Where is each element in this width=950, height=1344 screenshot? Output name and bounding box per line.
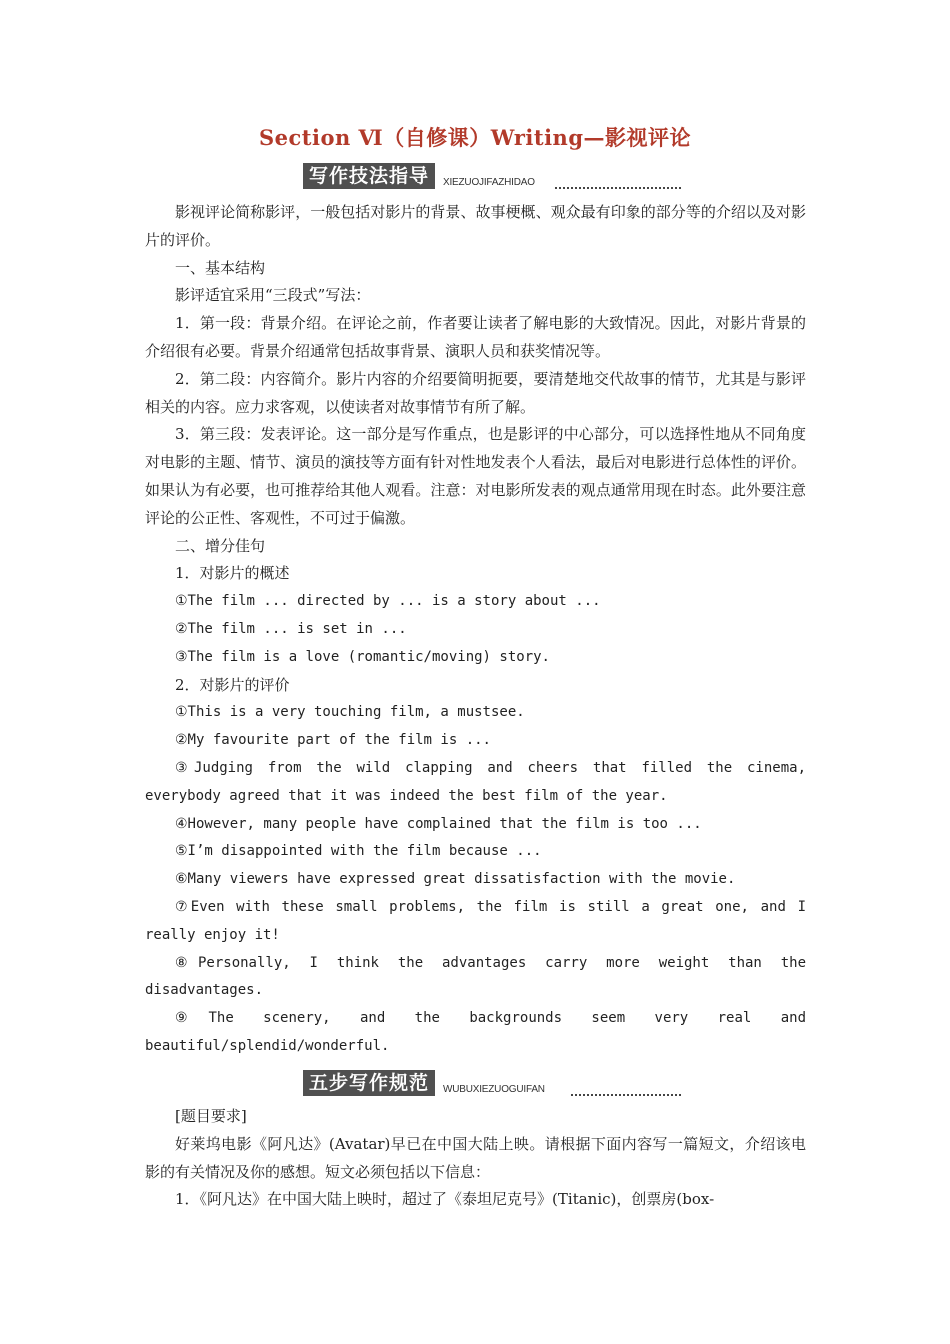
sentence-evaluation-7: ⑦Even with these small problems, the film is still a great one, and I really enjoy it! (145, 898, 806, 943)
sentence-overview-2: ②The film ... is set in ... (175, 620, 407, 637)
task-description: 好莱坞电影《阿凡达》(Avatar)早已在中国大陆上映。请根据下面内容写一篇短文，介绍该电影的有关情况及你的感想。短文必须包括以下信息： (145, 1134, 806, 1181)
structure-paragraph-2: 2．第二段：内容简介。影片内容的介绍要简明扼要，要清楚地交代故事的情节，尤其是与影评相关的内容。应力求客观，以使读者对故事情节有所了解。 (145, 369, 806, 416)
section-banner-writing-techniques (303, 163, 681, 189)
sentence-evaluation-8: ⑧Personally, I think the advantages carry more weight than the disadvantages. (145, 954, 806, 999)
sentence-evaluation-1: ①This is a very touching film, a mustsee. (175, 704, 525, 721)
heading-basic-structure: 一、基本结构 (175, 258, 266, 277)
banner-pinyin: WUBUXIEZUOGUIFAN (443, 1084, 545, 1095)
sentence-evaluation-4: ④However, many people have complained that the film is too ... (175, 815, 702, 832)
subheading-overview: 1．对影片的概述 (175, 564, 290, 583)
sentence-evaluation-9: ⑨The scenery, and the backgrounds seem very real and beautiful/splendid/wonderful. (145, 1010, 806, 1054)
sentence-evaluation-3: ③Judging from the wild clapping and cheers that filled the cinema, everybody agreed that it was indeed the best film of the year. (145, 759, 806, 804)
section-banner-five-steps (303, 1070, 681, 1096)
task-requirements-label: [题目要求] (175, 1107, 247, 1125)
sentence-overview-3: ③The film is a love (romantic/moving) story. (175, 648, 550, 665)
banner-pinyin: XIEZUOJIFAZHIDAO (443, 177, 535, 188)
banner-label: 五步写作规范 (303, 1070, 435, 1096)
heading-useful-sentences: 二、增分佳句 (175, 536, 266, 555)
writing-techniques-section (145, 199, 806, 1061)
sentence-evaluation-6: ⑥Many viewers have expressed great dissatisfaction with the movie. (175, 871, 736, 888)
banner-label: 写作技法指导 (303, 163, 435, 189)
banner-dotted-rule (571, 1094, 681, 1096)
sentence-overview-1: ①The film ... directed by ... is a story about ... (175, 593, 601, 610)
page-title: Section Ⅵ（自修课）Writing—影视评论 (258, 125, 692, 150)
structure-paragraph-1: 1．第一段：背景介绍。在评论之前，作者要让读者了解电影的大致情况。因此，对影片背景的介绍很有必要。背景介绍通常包括故事背景、演职人员和获奖情况等。 (145, 314, 806, 360)
intro-paragraph: 影视评论简称影评，一般包括对影片的背景、故事梗概、观众最有印象的部分等的介绍以及对影片的评价。 (145, 203, 806, 249)
sentence-evaluation-5: ⑤I’m disappointed with the film because ... (175, 843, 542, 860)
subheading-evaluation: 2．对影片的评价 (175, 675, 290, 694)
banner-dotted-rule (555, 187, 681, 189)
five-steps-section (145, 1103, 806, 1214)
task-item-1: 1．《阿凡达》在中国大陆上映时，超过了《泰坦尼克号》(Titanic)，创票房(box- (175, 1190, 715, 1209)
sentence-evaluation-2: ②My favourite part of the film is ... (175, 732, 491, 749)
structure-intro: 影评适宜采用“三段式”写法： (175, 286, 371, 305)
structure-paragraph-3: 3．第三段：发表评论。这一部分是写作重点，也是影评的中心部分，可以选择性地从不同角度对电影的主题、情节、演员的演技等方面有针对性地发表个人看法，最后对电影进行总体性的评价。如果认为有必要，也可推荐给其他人观看。注意：对电影所发表的观点通常用现在时态。此外要注意评论的公正性、客观性，不可过于偏激。 (145, 425, 806, 527)
